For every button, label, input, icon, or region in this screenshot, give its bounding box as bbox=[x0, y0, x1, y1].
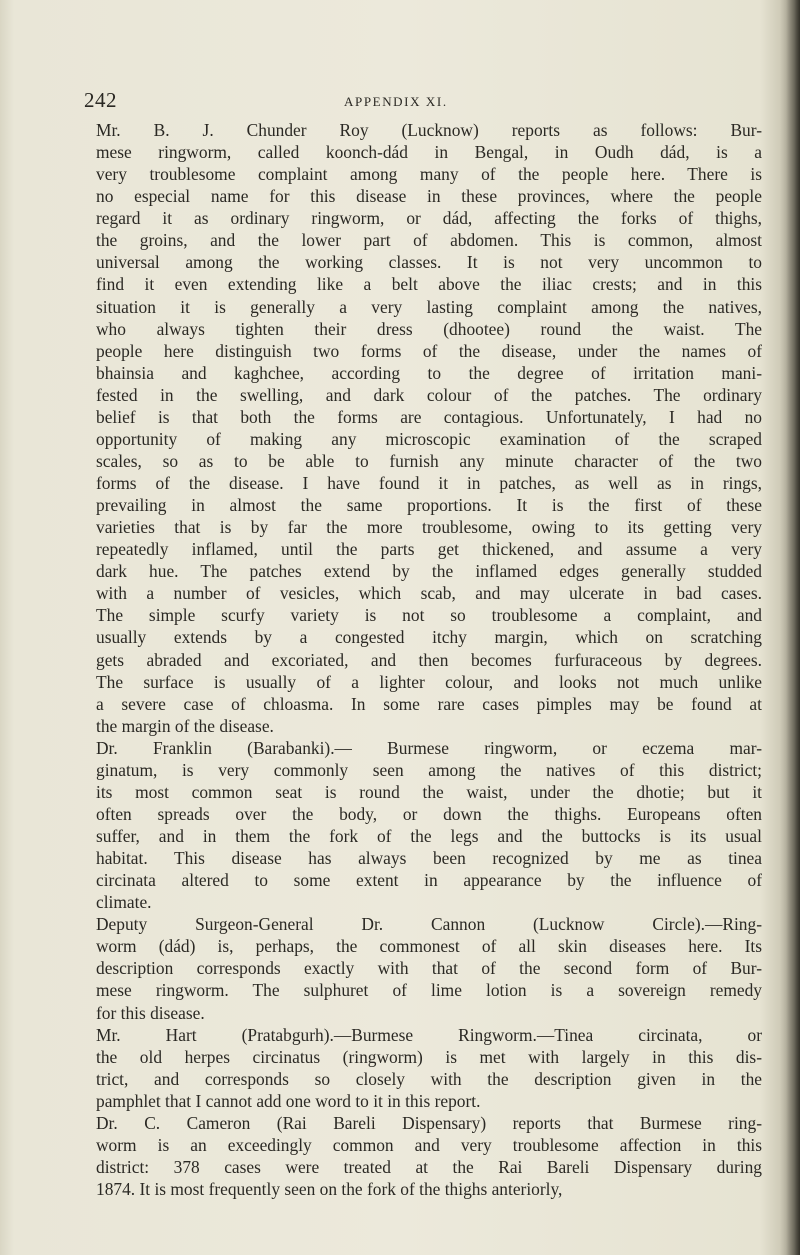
text-line: ginatum, is very commonly seen among the natives of this district; bbox=[96, 759, 762, 780]
text-line: people here distinguish two forms of the disease, under the names of bbox=[96, 340, 762, 361]
text-line: opportunity of making any microscopic examination of the scraped bbox=[96, 428, 762, 449]
text-line: The simple scurfy variety is not so troublesome a complaint, and bbox=[96, 605, 762, 626]
text-line: bhainsia and kaghchee, according to the degree of irritation mani- bbox=[96, 362, 762, 383]
text-line: scales, so as to be able to furnish any minute character of the two bbox=[96, 450, 762, 471]
text-line: worm is an exceedingly common and very troublesome affection in this bbox=[96, 1134, 762, 1155]
text-line: mese ringworm, called koonch-dád in Bengal, in Oudh dád, is a bbox=[96, 142, 762, 163]
text-line: suffer, and in them the fork of the legs and the buttocks is its usual bbox=[96, 826, 762, 846]
page-number: 242 bbox=[84, 88, 117, 112]
text-line: Mr. Hart (Pratabgurh).—Burmese Ringworm.—Tinea circinata, or bbox=[96, 1024, 762, 1045]
text-line: very troublesome complaint among many of the people here. There is bbox=[96, 164, 762, 185]
running-head: APPENDIX XI. bbox=[344, 94, 448, 109]
paragraph bbox=[96, 119, 762, 737]
text-line: varieties that is by far the more troublesome, owing to its getting very bbox=[96, 517, 762, 538]
text-line: with a number of vesicles, which scab, and may ulcerate in bad cases. bbox=[96, 583, 762, 604]
text-line: Dr. C. Cameron (Rai Bareli Dispensary) reports that Burmese ring- bbox=[96, 1112, 762, 1133]
text-line: Mr. B. J. Chunder Roy (Lucknow) reports as follows: Bur- bbox=[96, 120, 762, 140]
text-line: no especial name for this disease in these provinces, where the people bbox=[96, 186, 762, 207]
text-line: forms of the disease. I have found it in patches, as well as in rings, bbox=[96, 473, 762, 493]
text-line: belief is that both the forms are contagious. Unfortunately, I had no bbox=[96, 406, 762, 427]
paragraph bbox=[96, 913, 762, 1023]
text-line: often spreads over the body, or down the thighs. Europeans often bbox=[96, 803, 762, 824]
text-line: trict, and corresponds so closely with the description given in the bbox=[96, 1068, 762, 1089]
text-line: regard it as ordinary ringworm, or dád, affecting the forks of thighs, bbox=[96, 208, 762, 229]
text-line: 1874. It is most frequently seen on the fork of the thighs anteriorly, bbox=[96, 1179, 563, 1199]
text-line: find it even extending like a belt above the iliac crests; and in this bbox=[96, 274, 762, 295]
paragraph bbox=[96, 1024, 762, 1112]
text-line: the groins, and the lower part of abdomen. This is common, almost bbox=[96, 230, 762, 251]
text-line: the old herpes circinatus (ringworm) is met with largely in this dis- bbox=[96, 1046, 762, 1067]
text-line: who always tighten their dress (dhootee) round the waist. The bbox=[96, 318, 762, 339]
text-line: usually extends by a congested itchy margin, which on scratching bbox=[96, 627, 762, 648]
text-line: Deputy Surgeon-General Dr. Cannon (Lucknow Circle).—Ring- bbox=[96, 914, 762, 935]
text-line: dark hue. The patches extend by the inflamed edges generally studded bbox=[96, 561, 762, 582]
text-line: universal among the working classes. It is not very uncommon to bbox=[96, 252, 762, 273]
text-line: its most common seat is round the waist, under the dhotie; but it bbox=[96, 781, 762, 802]
paragraph bbox=[96, 737, 762, 914]
paragraph bbox=[96, 1112, 762, 1200]
text-line: a severe case of chloasma. In some rare cases pimples may be found at bbox=[96, 693, 762, 714]
text-line: pamphlet that I cannot add one word to it in this report. bbox=[96, 1090, 481, 1111]
page-edge-shadow bbox=[786, 0, 800, 1255]
text-line: Dr. Franklin (Barabanki).— Burmese ringworm, or eczema mar- bbox=[96, 737, 762, 758]
text-line: the margin of the disease. bbox=[96, 715, 274, 736]
text-line: climate. bbox=[96, 892, 152, 913]
text-line: worm (dád) is, perhaps, the commonest of all skin diseases here. Its bbox=[96, 936, 762, 957]
text-line: circinata altered to some extent in appearance by the influence of bbox=[96, 870, 762, 891]
text-line: repeatedly inflamed, until the parts get thickened, and assume a very bbox=[96, 539, 762, 560]
page-header bbox=[84, 88, 754, 116]
text-line: mese ringworm. The sulphuret of lime lotion is a sovereign remedy bbox=[96, 980, 762, 1001]
text-line: fested in the swelling, and dark colour of the patches. The ordinary bbox=[96, 384, 762, 405]
text-line: situation it is generally a very lasting complaint among the natives, bbox=[96, 296, 762, 317]
text-line: description corresponds exactly with that of the second form of Bur- bbox=[96, 958, 762, 979]
text-line: district: 378 cases were treated at the Rai Bareli Dispensary during bbox=[96, 1156, 762, 1177]
body-text bbox=[96, 119, 762, 1200]
text-line: The surface is usually of a lighter colour, and looks not much unlike bbox=[96, 671, 762, 692]
text-line: gets abraded and excoriated, and then becomes furfuraceous by degrees. bbox=[96, 649, 762, 670]
text-line: for this disease. bbox=[96, 1002, 205, 1023]
text-line: habitat. This disease has always been recognized by me as tinea bbox=[96, 848, 762, 869]
text-line: prevailing in almost the same proportions. It is the first of these bbox=[96, 495, 762, 516]
